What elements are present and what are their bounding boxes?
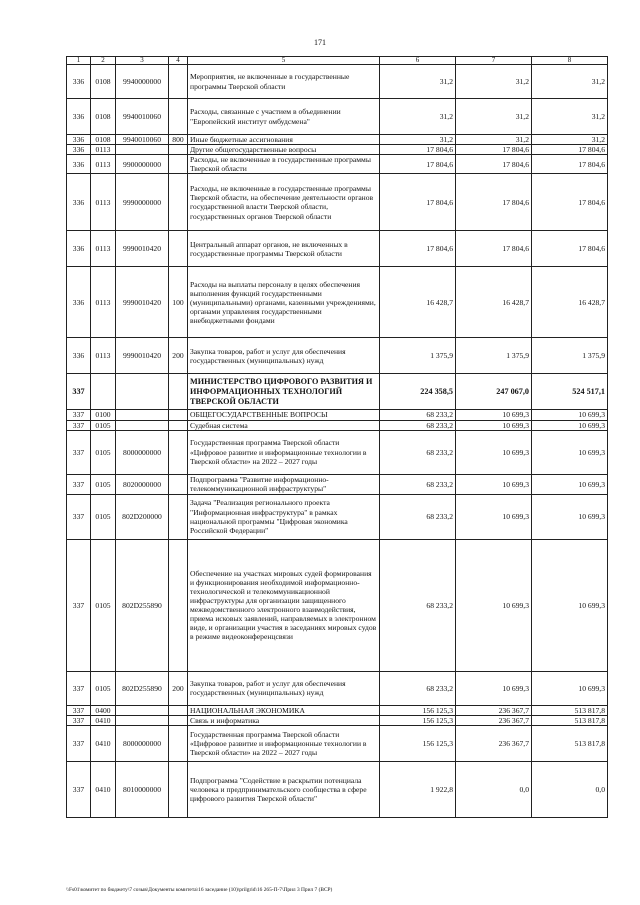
- col-4-cell: [169, 374, 188, 410]
- value-col-8-cell: 513 817,8: [532, 705, 608, 715]
- col-2-cell: 0113: [91, 267, 116, 338]
- value-col-6-cell: 224 358,5: [380, 374, 456, 410]
- value-col-8-cell: 31,2: [532, 65, 608, 99]
- value-col-7-cell: 17 804,6: [456, 231, 532, 267]
- table-row: [67, 715, 608, 725]
- description-cell: Расходы на выплаты персоналу в целях обеспечения выполнения функций государственными (муниципальными) органами, казенными учреждениями, органами управления государственными внебюджетными фондами: [188, 267, 380, 338]
- value-col-8-cell: 10 699,3: [532, 430, 608, 474]
- table-row: [67, 420, 608, 430]
- value-col-7-cell: 0,0: [456, 761, 532, 817]
- col-3-cell: 802D200000: [116, 494, 169, 539]
- col-3-cell: 8020000000: [116, 474, 169, 494]
- col-2-cell: 0105: [91, 539, 116, 671]
- col-2-cell: 0113: [91, 145, 116, 155]
- value-col-6-cell: 17 804,6: [380, 155, 456, 174]
- col-2-cell: 0400: [91, 705, 116, 715]
- value-col-8-cell: 16 428,7: [532, 267, 608, 338]
- col-3-cell: 9900000000: [116, 155, 169, 174]
- value-col-6-cell: 68 233,2: [380, 474, 456, 494]
- value-col-6-cell: 68 233,2: [380, 671, 456, 705]
- description-cell: Расходы, не включенные в государственные программы Тверской области, на обеспечение деятельности органов государственной власти Тверской области, государственных органов Тверской области: [188, 174, 380, 231]
- value-col-7-cell: 10 699,3: [456, 410, 532, 420]
- col-4-cell: 100: [169, 267, 188, 338]
- description-cell: Подпрограмма "Развитие информационно-телекоммуникационной инфраструктуры": [188, 474, 380, 494]
- description-cell: ОБЩЕГОСУДАРСТВЕННЫЕ ВОПРОСЫ: [188, 410, 380, 420]
- description-cell: Расходы, не включенные в государственные программы Тверской области: [188, 155, 380, 174]
- value-col-6-cell: 68 233,2: [380, 420, 456, 430]
- col-1-cell: 337: [67, 410, 91, 420]
- value-col-7-cell: 10 699,3: [456, 539, 532, 671]
- table-row: [67, 761, 608, 817]
- col-3-cell: 802D255890: [116, 671, 169, 705]
- col-4-cell: [169, 705, 188, 715]
- col-4-cell: [169, 725, 188, 761]
- description-cell: Связь и информатика: [188, 715, 380, 725]
- col-2-cell: 0113: [91, 338, 116, 374]
- col-4-cell: [169, 174, 188, 231]
- col-1-cell: 336: [67, 65, 91, 99]
- header-cell: 2: [91, 57, 116, 65]
- col-1-cell: 337: [67, 705, 91, 715]
- value-col-7-cell: 236 367,7: [456, 715, 532, 725]
- value-col-8-cell: 513 817,8: [532, 725, 608, 761]
- col-2-cell: 0105: [91, 671, 116, 705]
- col-2-cell: 0108: [91, 99, 116, 135]
- col-4-cell: [169, 474, 188, 494]
- description-cell: Центральный аппарат органов, не включенных в государственные программы Тверской области: [188, 231, 380, 267]
- col-3-cell: [116, 420, 169, 430]
- col-1-cell: 337: [67, 474, 91, 494]
- header-row: [67, 57, 608, 65]
- col-4-cell: [169, 155, 188, 174]
- col-1-cell: 336: [67, 267, 91, 338]
- value-col-6-cell: 156 125,3: [380, 725, 456, 761]
- description-cell: Закупка товаров, работ и услуг для обеспечения государственных (муниципальных) нужд: [188, 671, 380, 705]
- value-col-6-cell: 17 804,6: [380, 231, 456, 267]
- value-col-6-cell: 156 125,3: [380, 705, 456, 715]
- value-col-7-cell: 31,2: [456, 99, 532, 135]
- value-col-8-cell: 31,2: [532, 135, 608, 145]
- value-col-6-cell: 68 233,2: [380, 494, 456, 539]
- value-col-7-cell: 17 804,6: [456, 145, 532, 155]
- budget-table: [66, 56, 608, 818]
- header-cell: 5: [188, 57, 380, 65]
- col-3-cell: 9940010060: [116, 135, 169, 145]
- table-row: [67, 174, 608, 231]
- value-col-7-cell: 31,2: [456, 65, 532, 99]
- col-3-cell: 8000000000: [116, 430, 169, 474]
- table-row: [67, 231, 608, 267]
- col-1-cell: 337: [67, 671, 91, 705]
- value-col-6-cell: 17 804,6: [380, 145, 456, 155]
- col-2-cell: 0105: [91, 420, 116, 430]
- description-cell: Другие общегосударственные вопросы: [188, 145, 380, 155]
- col-4-cell: [169, 145, 188, 155]
- col-3-cell: 8010000000: [116, 761, 169, 817]
- value-col-8-cell: 524 517,1: [532, 374, 608, 410]
- value-col-6-cell: 31,2: [380, 135, 456, 145]
- value-col-8-cell: 17 804,6: [532, 155, 608, 174]
- table-row: [67, 430, 608, 474]
- value-col-6-cell: 17 804,6: [380, 174, 456, 231]
- value-col-8-cell: 10 699,3: [532, 474, 608, 494]
- value-col-8-cell: 10 699,3: [532, 671, 608, 705]
- header-cell: 4: [169, 57, 188, 65]
- col-2-cell: 0108: [91, 65, 116, 99]
- description-cell: Иные бюджетные ассигнования: [188, 135, 380, 145]
- value-col-7-cell: 17 804,6: [456, 174, 532, 231]
- col-3-cell: 9990010420: [116, 231, 169, 267]
- col-2-cell: 0108: [91, 135, 116, 145]
- col-1-cell: 337: [67, 715, 91, 725]
- col-4-cell: 200: [169, 338, 188, 374]
- col-1-cell: 336: [67, 231, 91, 267]
- header-cell: 3: [116, 57, 169, 65]
- col-2-cell: 0105: [91, 430, 116, 474]
- value-col-8-cell: 0,0: [532, 761, 608, 817]
- col-4-cell: [169, 761, 188, 817]
- page-number: 171: [314, 38, 326, 47]
- col-1-cell: 337: [67, 374, 91, 410]
- col-4-cell: [169, 99, 188, 135]
- value-col-7-cell: 1 375,9: [456, 338, 532, 374]
- value-col-8-cell: 10 699,3: [532, 410, 608, 420]
- col-3-cell: [116, 715, 169, 725]
- col-1-cell: 336: [67, 145, 91, 155]
- col-4-cell: [169, 430, 188, 474]
- description-cell: Расходы, связанные с участием в объединении "Европейский институт омбудсмена": [188, 99, 380, 135]
- table-row: [67, 374, 608, 410]
- table-row: [67, 65, 608, 99]
- table-row: [67, 155, 608, 174]
- value-col-6-cell: 68 233,2: [380, 539, 456, 671]
- col-1-cell: 336: [67, 99, 91, 135]
- table-row: [67, 99, 608, 135]
- header-cell: 6: [380, 57, 456, 65]
- col-3-cell: [116, 145, 169, 155]
- value-col-8-cell: 10 699,3: [532, 494, 608, 539]
- col-1-cell: 337: [67, 725, 91, 761]
- col-3-cell: [116, 410, 169, 420]
- value-col-7-cell: 10 699,3: [456, 430, 532, 474]
- value-col-6-cell: 68 233,2: [380, 410, 456, 420]
- col-3-cell: 9990010420: [116, 338, 169, 374]
- col-4-cell: [169, 494, 188, 539]
- table-row: [67, 474, 608, 494]
- col-1-cell: 336: [67, 338, 91, 374]
- value-col-8-cell: 31,2: [532, 99, 608, 135]
- description-cell: Государственная программа Тверской области «Цифровое развитие и информационные технологии в Тверской области» на 2022 – 2027 годы: [188, 430, 380, 474]
- value-col-7-cell: 16 428,7: [456, 267, 532, 338]
- col-1-cell: 336: [67, 155, 91, 174]
- table-row: [67, 338, 608, 374]
- col-4-cell: [169, 420, 188, 430]
- col-1-cell: 337: [67, 420, 91, 430]
- col-4-cell: [169, 539, 188, 671]
- value-col-6-cell: 68 233,2: [380, 430, 456, 474]
- value-col-7-cell: 10 699,3: [456, 420, 532, 430]
- header-cell: 1: [67, 57, 91, 65]
- description-cell: Закупка товаров, работ и услуг для обеспечения государственных (муниципальных) нужд: [188, 338, 380, 374]
- col-3-cell: 9940000000: [116, 65, 169, 99]
- col-2-cell: 0410: [91, 715, 116, 725]
- value-col-8-cell: 10 699,3: [532, 539, 608, 671]
- file-path-footer: \\Fs01\комитет по бюджету\7 созыв\Документы комитета\16 заседание (10)\prilgrid\16 265-П-7\Прил 3 Прил 7 (ВСР): [66, 887, 333, 893]
- value-col-7-cell: 31,2: [456, 135, 532, 145]
- table-row: [67, 705, 608, 715]
- col-3-cell: 8000000000: [116, 725, 169, 761]
- value-col-8-cell: 1 375,9: [532, 338, 608, 374]
- value-col-8-cell: 17 804,6: [532, 231, 608, 267]
- description-cell: Задача "Реализация регионального проекта "Информационная инфраструктура" в рамках национальной программы "Цифровая экономика Российской Федерации": [188, 494, 380, 539]
- col-2-cell: 0100: [91, 410, 116, 420]
- value-col-7-cell: 17 804,6: [456, 155, 532, 174]
- value-col-7-cell: 10 699,3: [456, 474, 532, 494]
- description-cell: Государственная программа Тверской области «Цифровое развитие и информационные технологии в Тверской области» на 2022 – 2027 годы: [188, 725, 380, 761]
- table-row: [67, 267, 608, 338]
- table-row: [67, 725, 608, 761]
- col-2-cell: 0410: [91, 725, 116, 761]
- col-4-cell: 200: [169, 671, 188, 705]
- value-col-6-cell: 31,2: [380, 99, 456, 135]
- value-col-8-cell: 17 804,6: [532, 174, 608, 231]
- value-col-7-cell: 236 367,7: [456, 725, 532, 761]
- description-cell: Обеспечение на участках мировых судей формирования и функционирования необходимой информационно-технологической и телекоммуникационной инфраструктуры для организации защищенного межведомственного электронного взаимодействия, приема исковых заявлений, направляемых в электронном виде, и организации участия в заседаниях мировых судов в режиме видеоконференцсвязи: [188, 539, 380, 671]
- value-col-6-cell: 156 125,3: [380, 715, 456, 725]
- table-row: [67, 410, 608, 420]
- value-col-6-cell: 1 375,9: [380, 338, 456, 374]
- value-col-6-cell: 16 428,7: [380, 267, 456, 338]
- col-1-cell: 337: [67, 539, 91, 671]
- value-col-6-cell: 1 922,8: [380, 761, 456, 817]
- col-3-cell: 802D255890: [116, 539, 169, 671]
- description-cell: Подпрограмма "Содействие в раскрытии потенциала человека и предпринимательского сообщества в сфере цифрового развития Тверской области": [188, 761, 380, 817]
- col-1-cell: 336: [67, 135, 91, 145]
- col-3-cell: [116, 705, 169, 715]
- table-row: [67, 494, 608, 539]
- col-2-cell: 0113: [91, 174, 116, 231]
- col-2-cell: 0105: [91, 474, 116, 494]
- table-row: [67, 671, 608, 705]
- col-3-cell: [116, 374, 169, 410]
- col-2-cell: 0113: [91, 231, 116, 267]
- col-2-cell: [91, 374, 116, 410]
- description-cell: НАЦИОНАЛЬНАЯ ЭКОНОМИКА: [188, 705, 380, 715]
- col-3-cell: 9990010420: [116, 267, 169, 338]
- col-4-cell: 800: [169, 135, 188, 145]
- col-1-cell: 337: [67, 430, 91, 474]
- col-3-cell: 9940010060: [116, 99, 169, 135]
- table-row: [67, 135, 608, 145]
- value-col-7-cell: 10 699,3: [456, 494, 532, 539]
- col-4-cell: [169, 410, 188, 420]
- table-row: [67, 145, 608, 155]
- description-cell: Судебная система: [188, 420, 380, 430]
- col-2-cell: 0105: [91, 494, 116, 539]
- description-cell: МИНИСТЕРСТВО ЦИФРОВОГО РАЗВИТИЯ И ИНФОРМАЦИОННЫХ ТЕХНОЛОГИЙ ТВЕРСКОЙ ОБЛАСТИ: [188, 374, 380, 410]
- value-col-7-cell: 10 699,3: [456, 671, 532, 705]
- col-2-cell: 0113: [91, 155, 116, 174]
- col-1-cell: 337: [67, 761, 91, 817]
- col-1-cell: 337: [67, 494, 91, 539]
- col-4-cell: [169, 231, 188, 267]
- header-cell: 8: [532, 57, 608, 65]
- value-col-6-cell: 31,2: [380, 65, 456, 99]
- table-row: [67, 539, 608, 671]
- value-col-8-cell: 513 817,8: [532, 715, 608, 725]
- col-2-cell: 0410: [91, 761, 116, 817]
- description-cell: Мероприятия, не включенные в государственные программы Тверской области: [188, 65, 380, 99]
- col-4-cell: [169, 715, 188, 725]
- col-1-cell: 336: [67, 174, 91, 231]
- col-4-cell: [169, 65, 188, 99]
- header-cell: 7: [456, 57, 532, 65]
- value-col-7-cell: 247 067,0: [456, 374, 532, 410]
- value-col-8-cell: 17 804,6: [532, 145, 608, 155]
- value-col-8-cell: 10 699,3: [532, 420, 608, 430]
- value-col-7-cell: 236 367,7: [456, 705, 532, 715]
- col-3-cell: 9990000000: [116, 174, 169, 231]
